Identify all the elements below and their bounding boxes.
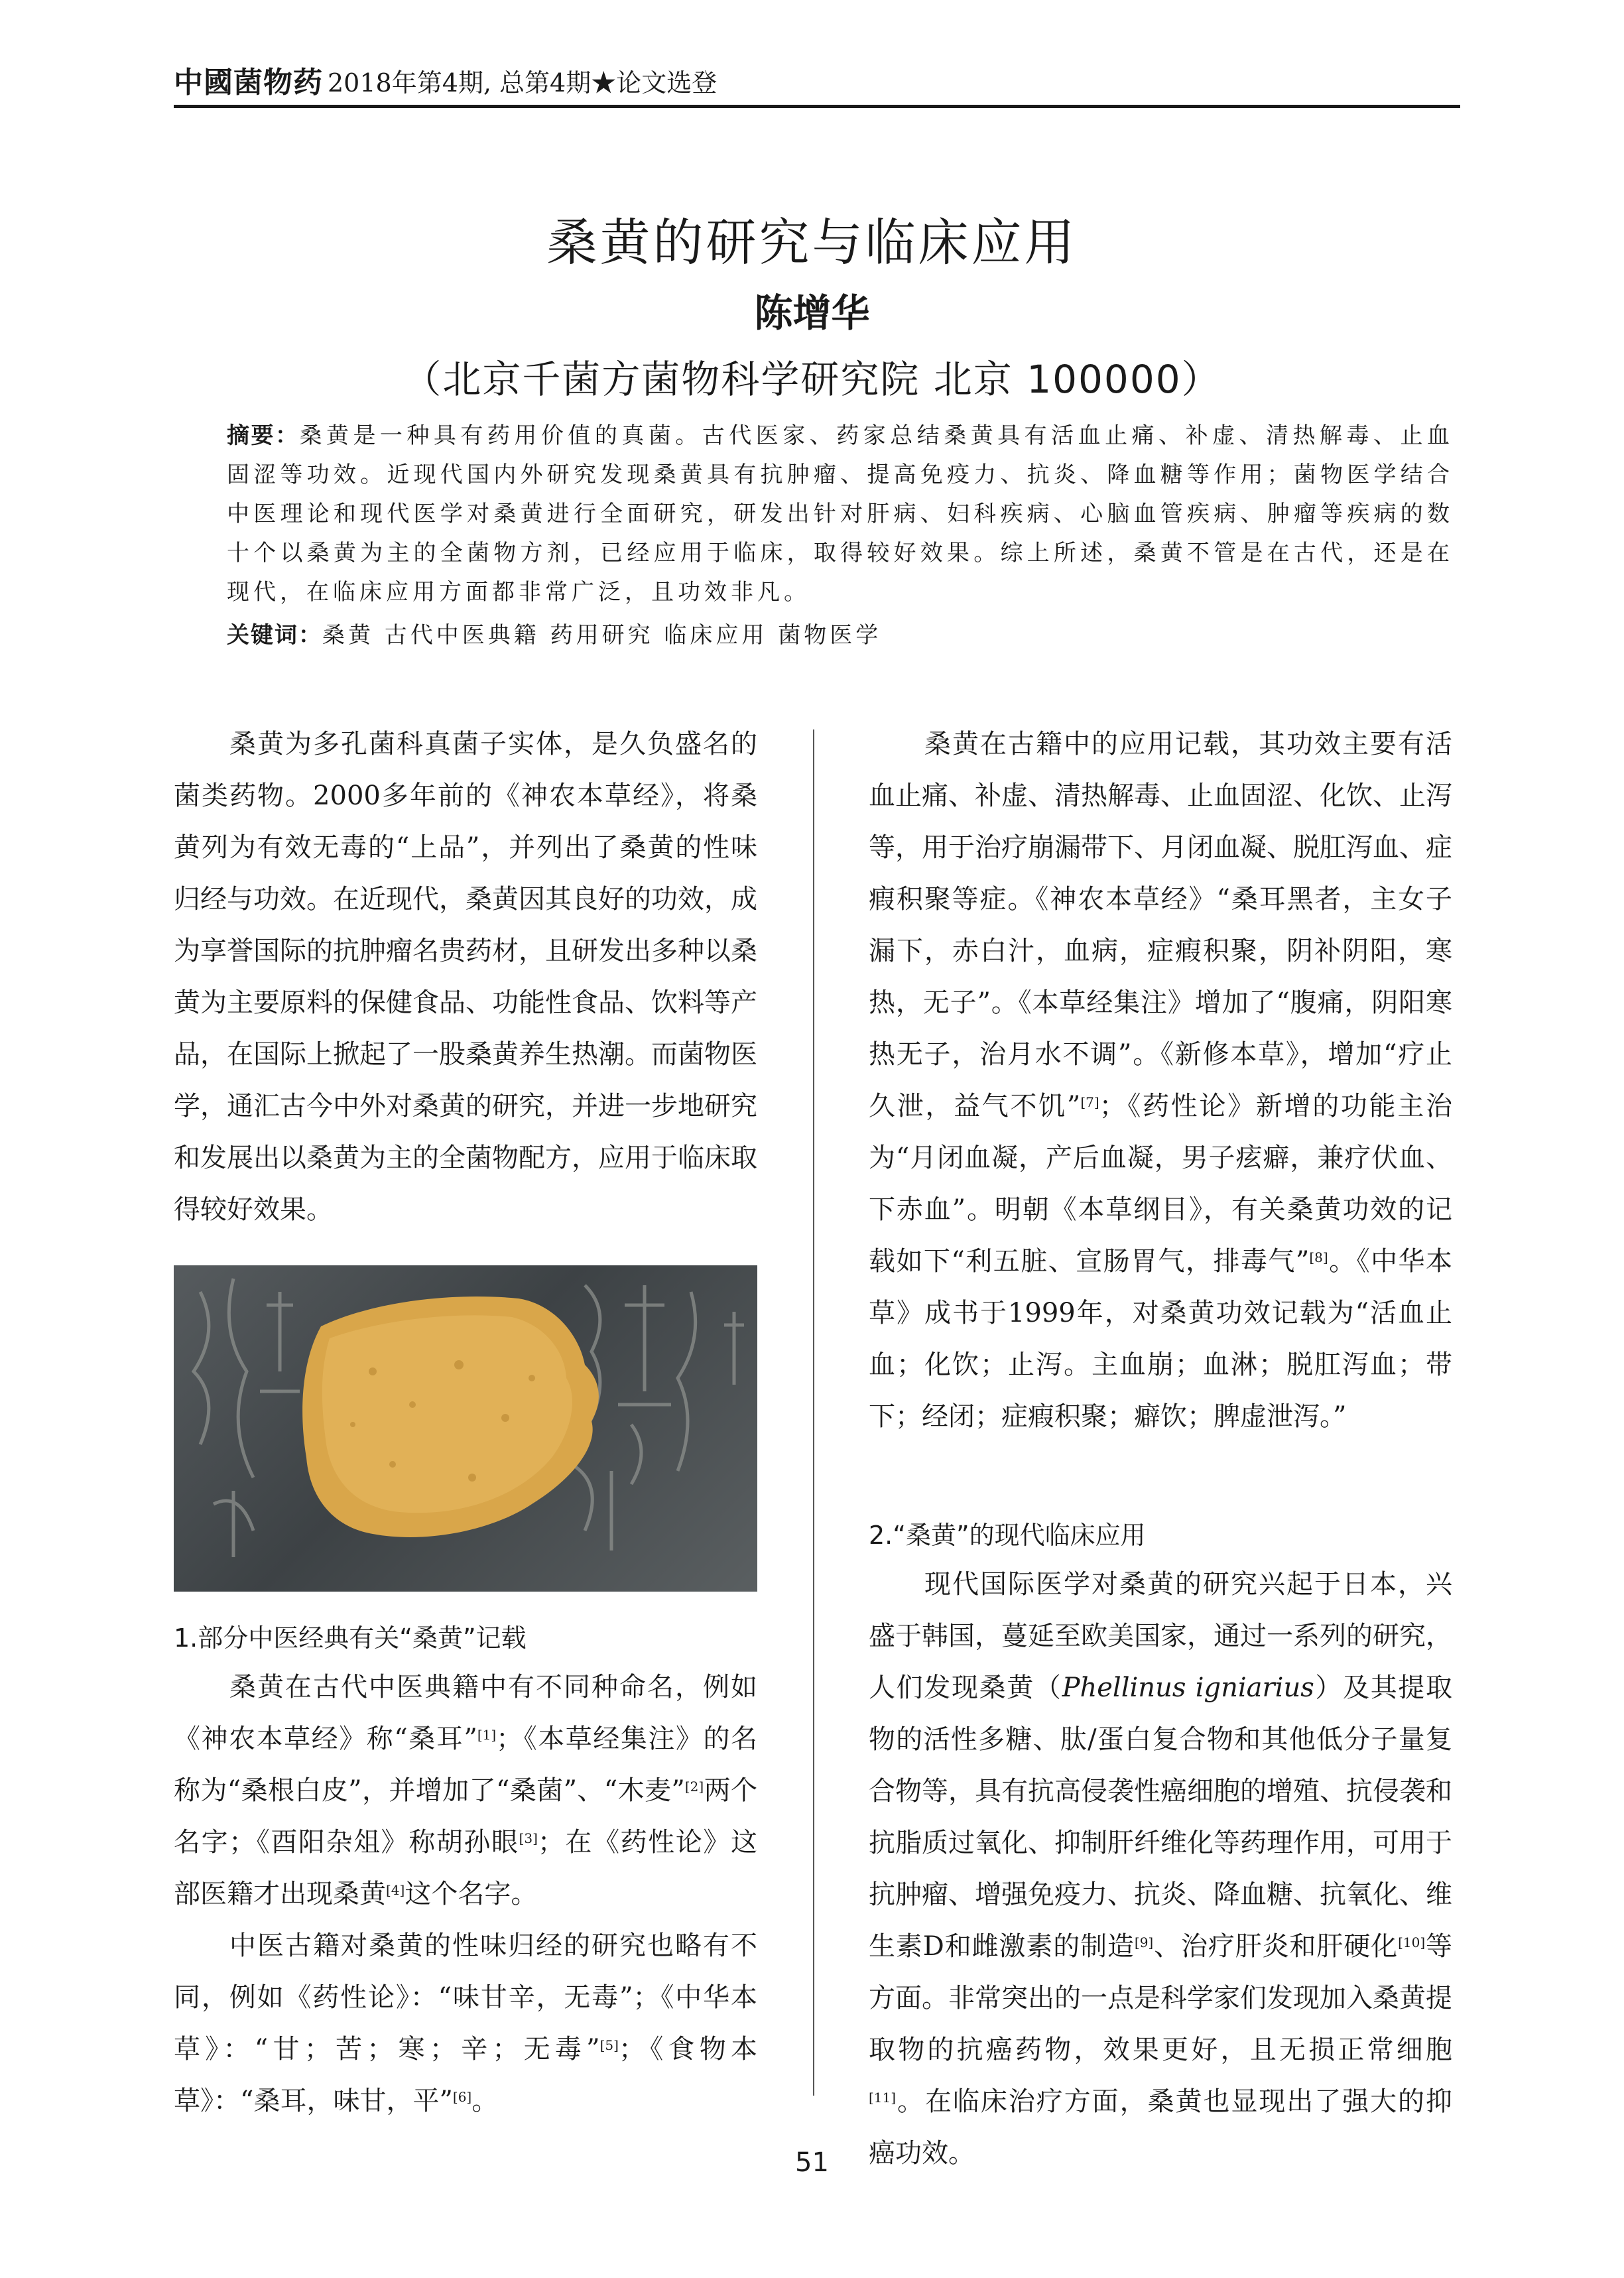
citation: [2] bbox=[684, 1779, 704, 1795]
section-1-paragraph-1: 桑黄在古代中医典籍中有不同种命名，例如《神农本草经》称“桑耳”[1]；《本草经集注》的名称为“桑根白皮”，并增加了“桑菌”、“木麦”[2]两个名字；《酉阳杂俎》称胡孙眼[3]；在《药性论》这部医籍才出现桑黄[4]这个名字。 bbox=[174, 1672, 758, 1909]
citation: [4] bbox=[386, 1882, 405, 1898]
article-title: 桑黄的研究与临床应用 bbox=[546, 213, 1078, 272]
citation: [6] bbox=[452, 2089, 472, 2105]
left-column-bottom bbox=[174, 1615, 757, 2127]
keywords-text: 桑黄 古代中医典籍 药用研究 临床应用 菌物医学 bbox=[322, 622, 882, 649]
citation: [1] bbox=[477, 1727, 497, 1743]
keywords-label: 关键词： bbox=[227, 622, 322, 649]
column-divider bbox=[813, 729, 814, 2096]
article-affiliation: （北京千菌方菌物科学研究院 北京 100000） bbox=[403, 357, 1221, 402]
section-1-paragraph-3: 桑黄在古籍中的应用记载，其功效主要有活血止痛、补虚、清热解毒、止血固涩、化饮、止泻等，用于治疗崩漏带下、月闭血凝、脱肛泻血、症瘕积聚等症。《神农本草经》“桑耳黑者，主女子漏下，赤白汁，血病，症瘕积聚，阴补阴阳，寒热，无子”。《本草经集注》增加了“腹痛，阴阳寒热无子，治月水不调”。《新修本草》，增加“疗止久泄，益气不饥”[7]；《药性论》新增的功能主治为“月闭血凝，产后血凝，男子痃癖，兼疗伏血、下赤血”。明朝《本草纲目》，有关桑黄功效的记载如下“利五脏、宣肠胃气，排毒气”[8]。《中华本草》成书于1999年，对桑黄功效记载为“活血止血；化饮；止泻。主血崩；血淋；脱肛泻血；带下；经闭；症瘕积聚；癖饮；脾虚泄泻。” bbox=[869, 729, 1453, 1432]
article-author: 陈增华 bbox=[754, 290, 870, 336]
citation: [11] bbox=[869, 2090, 897, 2106]
section-2-paragraph-1: 现代国际医学对桑黄的研究兴起于日本，兴盛于韩国，蔓延至欧美国家，通过一系列的研究，人们发现桑黄（Phellinus igniarius）及其提取物的活性多糖、肽/蛋白复合物和其他低分子量复合物等，具有抗高侵袭性癌细胞的增殖、抗侵袭和抗脂质过氧化、抑制肝纤维化等药理作用，可用于抗肿瘤、增强免疫力、抗炎、降血糖、抗氧化、维生素D和雌激素的制造[9]、治疗肝炎和肝硬化[10]等方面。非常突出的一点是科学家们发现加入桑黄提取物的抗癌药物，效果更好，且无损正常细胞[11]。在临床治疗方面，桑黄也显现出了强大的抑癌功效。 bbox=[869, 1569, 1453, 2169]
abstract-label: 摘要： bbox=[227, 422, 300, 449]
abstract-text: 桑黄是一种具有药用价值的真菌。古代医家、药家总结桑黄具有活血止痛、补虚、清热解毒、止血固涩等功效。近现代国内外研究发现桑黄具有抗肿瘤、提高免疫力、抗炎、降血糖等作用；菌物医学结合中医理论和现代医学对桑黄进行全面研究，研发出针对肝病、妇科疾病、心脑血管疾病、肿瘤等疾病的数十个以桑黄为主的全菌物方剂，已经应用于临床，取得较好效果。综上所述，桑黄不管是在古代，还是在现代，在临床应用方面都非常广泛，且功效非凡。 bbox=[227, 422, 1454, 605]
journal-issue: 2018年第4期, 总第4期★论文选登 bbox=[328, 68, 718, 97]
page-number: 51 bbox=[795, 2147, 829, 2178]
left-column-top bbox=[174, 718, 757, 1235]
abstract bbox=[227, 416, 1454, 612]
citation: [10] bbox=[1398, 1934, 1426, 1950]
section-1-paragraph-2: 中医古籍对桑黄的性味归经的研究也略有不同，例如《药性论》：“味甘辛，无毒”；《中华本草》：“甘；苦；寒；辛；无毒”[5]；《食物本草》：“桑耳，味甘，平”[6]。 bbox=[174, 1930, 757, 2116]
citation: [7] bbox=[1080, 1094, 1099, 1110]
right-column-bottom bbox=[869, 1512, 1452, 2179]
keywords bbox=[227, 617, 1454, 649]
fungus-image bbox=[174, 1265, 757, 1592]
section-1-heading: 1.部分中医经典有关“桑黄”记载 bbox=[174, 1623, 527, 1653]
latin-name: Phellinus igniarius bbox=[1062, 1673, 1314, 1703]
citation: [8] bbox=[1309, 1249, 1328, 1265]
intro-paragraph: 桑黄为多孔菌科真菌子实体，是久负盛名的菌类药物。2000多年前的《神农本草经》，将桑黄列为有效无毒的“上品”，并列出了桑黄的性味归经与功效。在近现代，桑黄因其良好的功效，成为享誉国际的抗肿瘤名贵药材，且研发出多种以桑黄为主要原料的保健食品、功能性食品、饮料等产品，在国际上掀起了一股桑黄养生热潮。而菌物医学，通汇古今中外对桑黄的研究，并进一步地研究和发展出以桑黄为主的全菌物配方，应用于临床取得较好效果。 bbox=[174, 729, 757, 1225]
citation: [9] bbox=[1134, 1934, 1154, 1950]
right-column-top bbox=[869, 718, 1452, 1442]
journal-logo: 中國菌物药 bbox=[174, 66, 323, 99]
citation: [3] bbox=[519, 1830, 538, 1846]
figure-sanghuang-photo bbox=[174, 1265, 757, 1592]
section-2-heading: 2.“桑黄”的现代临床应用 bbox=[869, 1521, 1146, 1550]
journal-header bbox=[174, 58, 1460, 108]
citation: [5] bbox=[599, 2037, 619, 2053]
